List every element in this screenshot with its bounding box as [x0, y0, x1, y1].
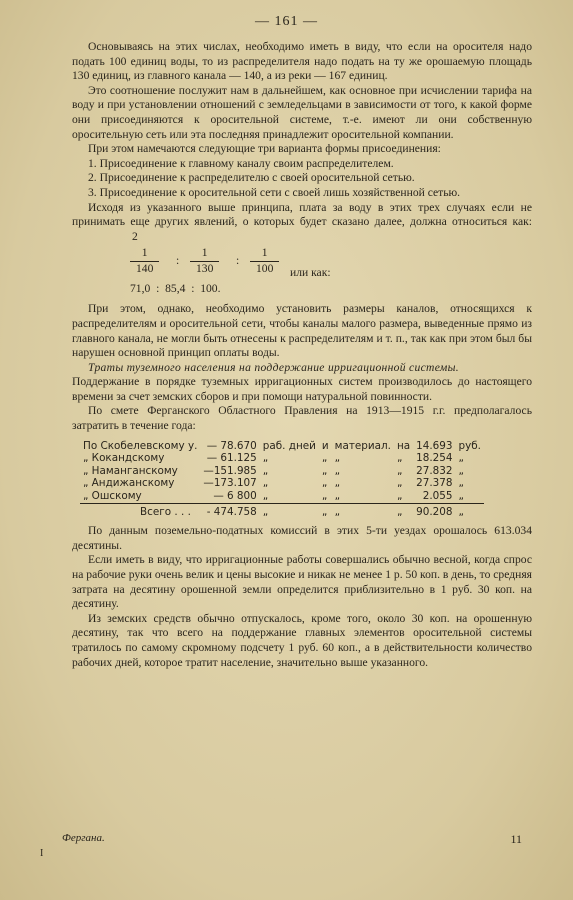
paragraph-8: По данным поземельно-податных комиссий в этих 5-ти уездах орошалось 613.034 десятины.: [72, 524, 532, 552]
ditto-mark: „: [334, 490, 341, 503]
ditto-mark: „: [262, 464, 269, 477]
labor-value: — 6 800: [213, 490, 257, 503]
table-row: [80, 490, 484, 503]
colon-2: :: [236, 254, 240, 268]
paragraph-4: [72, 201, 532, 245]
fraction-1: [130, 246, 159, 276]
uezd-name: „ Андижанскому: [83, 477, 175, 490]
table-row: [80, 452, 484, 465]
ditto-mark: „: [334, 452, 341, 465]
labor-value: — 61.125: [206, 452, 257, 465]
ditto-mark: „: [458, 505, 464, 518]
ditto-mark: „: [334, 505, 341, 518]
ditto-mark: „: [396, 490, 403, 503]
fraction-3-numerator: 1: [250, 246, 279, 262]
paragraph-5: При этом, однако, необходимо установить размеры каналов, относящихся к распределителям и оросительной сети, чтобы каналы малого размера, выведенные прямо из главного канала, не могли быть отнесены к распределителям и т. п., так как при этом был бы нарушен основной принцип оплаты воды.: [72, 302, 532, 360]
ditto-mark: „: [321, 477, 328, 490]
ditto-mark: „: [396, 505, 403, 518]
ditto-mark: „: [262, 490, 269, 503]
variant-item-2: 2. Присоединение к распределителю с своей оросительной сетью.: [88, 171, 415, 185]
labor-value: —151.985: [203, 464, 257, 477]
ditto-mark: „: [396, 464, 403, 477]
paragraph-4-text: Исходя из указанного выше принципа, плата за воду в этих трех случаях если не принимать еще других явлений, о которых будет сказано далее, должна относиться как:: [72, 200, 532, 229]
ditto-mark: „: [321, 452, 328, 465]
ratio-fractions: [72, 246, 532, 302]
expense-table: [80, 440, 484, 519]
page-body: [72, 40, 532, 670]
fraction-3-denominator: 100: [256, 261, 274, 275]
ratio-values: 71,0 : 85,4 : 100.: [130, 282, 221, 296]
ditto-mark: „: [262, 477, 269, 490]
ditto-mark: „: [458, 452, 464, 465]
fraction-2-denominator: 130: [196, 261, 214, 275]
paragraph-10: Из земских средств обычно отпускалось, кроме того, около 30 коп. на орошенную десятину, так что всего на поддержание главных элементов оросительной системы тратилось по самому скромному подсчету 1 руб. 60 коп., а в действительности количество рабочих дней, которое тратит население, значительно выше указанного.: [72, 611, 532, 669]
currency-label: руб.: [458, 439, 481, 452]
paragraph-4-marker: 2: [132, 229, 138, 243]
paragraph-9: Если иметь в виду, что ирригационные работы совершались обычно весной, когда спрос на рабочие руки очень велик и цены высокие и никак не менее 1 р. 50 коп. в день, то средняя затрата на десятину орошенной земли определится приблизительно в 1 руб. 30 коп. на десятину.: [72, 553, 532, 611]
uezd-name: „ Наманганскому: [83, 464, 178, 477]
paragraph-3: При этом намечаются следующие три варианта формы присоединения:: [88, 142, 441, 156]
total-material-value: 90.208: [416, 505, 453, 518]
ditto-mark: „: [458, 490, 464, 503]
ditto-mark: „: [334, 464, 341, 477]
table-row: [80, 477, 484, 490]
ditto-mark: „: [262, 505, 269, 518]
paragraph-2: Это соотношение послужит нам в дальнейшем, как основное при исчислении тарифа на воду и при установлении отношений с земледельцами в зависимости от того, к какой форме они присоединяются к оросительной системе, т.-е. имеют ли они собственную оросительную сеть или эта последняя принадлежит оросительной компании.: [72, 83, 532, 141]
table-total-row: [80, 506, 484, 519]
uezd-name: „ Ошскому: [83, 490, 142, 503]
total-labor-value: - 474.758: [206, 505, 257, 518]
ditto-mark: „: [321, 505, 328, 518]
margin-mark: І: [40, 848, 44, 859]
fraction-3: [250, 246, 279, 276]
ditto-mark: „: [262, 452, 269, 465]
table-row: [80, 440, 484, 453]
labor-value: — 78.670: [206, 439, 257, 452]
material-value: 27.832: [416, 464, 453, 477]
footer-sheet-number: 11: [510, 832, 522, 846]
total-label: Всего . . .: [140, 505, 191, 518]
ditto-mark: „: [458, 477, 464, 490]
paragraph-1: Основываясь на этих числах, необходимо иметь в виду, что если на оросителя надо подать 100 единиц воды, то из распределителя надо подать на ту же орошаемую площадь 130 единиц, из главного канала — 140, а из реки — 167 единиц.: [72, 40, 532, 83]
ditto-mark: „: [321, 464, 328, 477]
colon-1: :: [176, 254, 180, 268]
fraction-1-denominator: 140: [136, 261, 154, 275]
uezd-name: По Скобелевскому у.: [83, 439, 198, 452]
variant-item-1: 1. Присоединение к главному каналу своим распределителем.: [88, 156, 394, 170]
section-subheading: Траты туземного населения на поддержание ирригационной системы.: [88, 360, 459, 374]
fraction-1-numerator: 1: [130, 246, 159, 262]
page-number: — 161 —: [255, 14, 318, 29]
fraction-2-numerator: 1: [190, 246, 219, 262]
table-row: [80, 465, 484, 478]
uezd-name: „ Кокандскому: [83, 452, 165, 465]
unit-label: на: [396, 439, 411, 452]
page-footer: [62, 832, 522, 844]
ditto-mark: „: [396, 452, 403, 465]
or-as-label: или как:: [290, 266, 331, 280]
variant-item-3: 3. Присоединение к оросительной сети с своей лишь хозяйственной сетью.: [88, 185, 461, 199]
material-value: 27.378: [416, 477, 453, 490]
unit-label: раб. дней: [262, 439, 316, 452]
ditto-mark: „: [458, 464, 464, 477]
unit-label: материал.: [334, 439, 391, 452]
unit-label: и: [321, 439, 329, 452]
footer-signature-mark: Фергана.: [62, 832, 105, 844]
ditto-mark: „: [334, 477, 341, 490]
ditto-mark: „: [321, 490, 328, 503]
labor-value: —173.107: [203, 477, 257, 490]
material-value: 14.693: [416, 439, 453, 452]
material-value: 18.254: [416, 452, 453, 465]
ditto-mark: „: [396, 477, 403, 490]
paragraph-6: Поддержание в порядке туземных ирригационных систем производилось до настоящего времени за счет земских сборов и при помощи натуральной повинности.: [72, 375, 532, 403]
fraction-2: [190, 246, 219, 276]
material-value: 2.055: [422, 490, 453, 503]
paragraph-7: По смете Ферганского Областного Правления на 1913—1915 г.г. предполагалось затратить в течение года:: [72, 404, 532, 433]
